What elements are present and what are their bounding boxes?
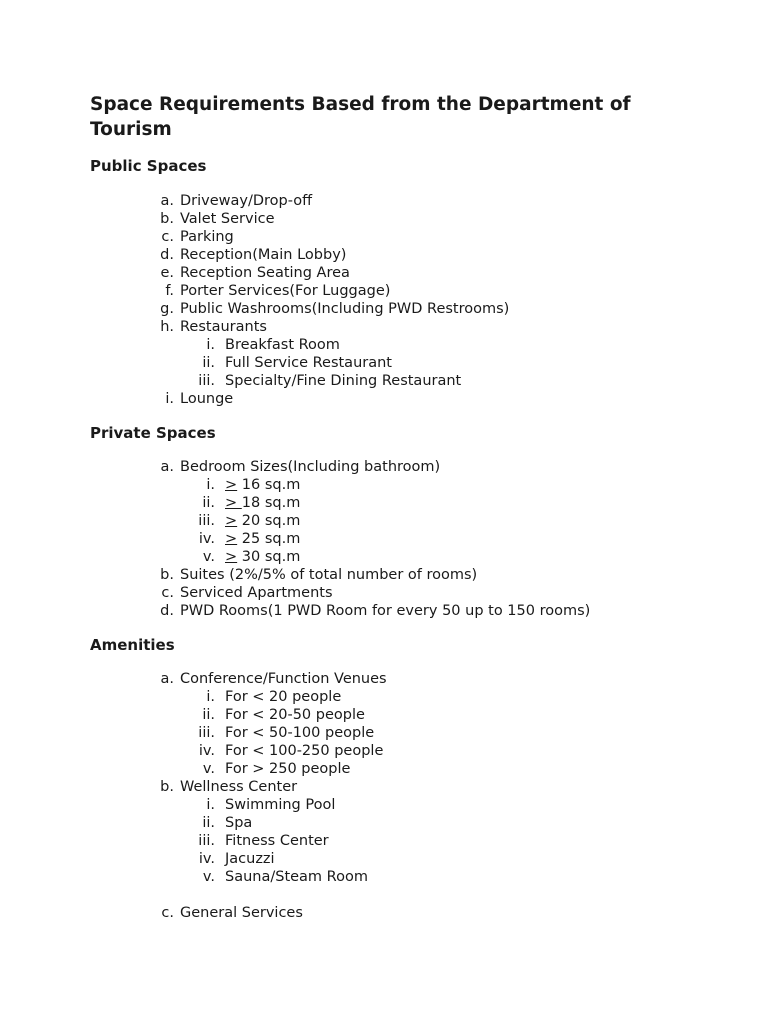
list-item-text: Parking [180, 229, 234, 245]
list-item-text: Wellness Center [180, 779, 298, 795]
greater-equal-symbol: > [225, 513, 238, 529]
list-item [191, 372, 462, 390]
list-item [152, 192, 313, 210]
list-marker: i. [206, 337, 215, 353]
list-item-text: > 16 sq.m [225, 477, 301, 493]
list-item-text: For < 100-250 people [225, 743, 384, 759]
list-marker: v. [202, 549, 215, 565]
list-item-text: Reception(Main Lobby) [180, 247, 347, 263]
list-item [191, 706, 365, 724]
list-item [152, 670, 387, 688]
list-item [191, 476, 301, 494]
list-marker: iv. [198, 531, 215, 547]
list-marker: iii. [198, 373, 215, 389]
list-item-text: Fitness Center [225, 833, 329, 849]
list-item [152, 228, 234, 246]
list-item [191, 724, 375, 742]
list-item [152, 282, 391, 300]
list-item-text: Restaurants [180, 319, 267, 335]
list-item-text: Breakfast Room [225, 337, 340, 353]
list-marker: a. [160, 671, 174, 687]
list-item [152, 566, 478, 584]
heading-public-spaces: Public Spaces [90, 157, 207, 175]
list-item [152, 246, 347, 264]
list-item [152, 390, 234, 408]
greater-equal-symbol: > [225, 495, 242, 511]
list-marker: iv. [198, 743, 215, 759]
list-marker: ii. [202, 355, 215, 371]
list-item-text: Suites (2%/5% of total number of rooms) [180, 567, 478, 583]
list-item [191, 832, 329, 850]
list-item [152, 602, 591, 620]
list-item [191, 760, 351, 778]
list-item-text: Porter Services(For Luggage) [180, 283, 391, 299]
list-item-text: Specialty/Fine Dining Restaurant [225, 373, 462, 389]
list-marker: v. [202, 761, 215, 777]
list-item [152, 584, 333, 602]
list-item-text: Conference/Function Venues [180, 671, 387, 687]
list-marker: d. [160, 603, 174, 619]
list-item [152, 210, 275, 228]
list-marker: i. [206, 689, 215, 705]
list-marker: c. [161, 905, 174, 921]
list-marker: b. [160, 211, 174, 227]
list-item-text: For > 250 people [225, 761, 351, 777]
list-item-text: Public Washrooms(Including PWD Restrooms) [180, 301, 510, 317]
list-item [152, 318, 267, 336]
list-item [191, 530, 301, 548]
list-item-text: Spa [225, 815, 253, 831]
document-title: Space Requirements Based from the Department of Tourism [90, 94, 631, 140]
list-item-text: Full Service Restaurant [225, 355, 392, 371]
list-item [191, 512, 301, 530]
list-marker: b. [160, 779, 174, 795]
list-marker: iv. [198, 851, 215, 867]
list-item-text: For < 20-50 people [225, 707, 365, 723]
list-item [191, 548, 301, 566]
list-marker: ii. [202, 815, 215, 831]
list-marker: i. [165, 391, 174, 407]
list-marker: e. [160, 265, 174, 281]
list-marker: iii. [198, 833, 215, 849]
list-marker: i. [206, 477, 215, 493]
list-item [152, 300, 510, 318]
list-item-text: > 18 sq.m [225, 495, 301, 511]
list-item-text: Bedroom Sizes(Including bathroom) [180, 459, 441, 475]
greater-equal-symbol: > [225, 549, 238, 565]
list-item-text: Sauna/Steam Room [225, 869, 368, 885]
greater-equal-symbol: > [225, 531, 238, 547]
list-marker: b. [160, 567, 174, 583]
list-marker: ii. [202, 707, 215, 723]
list-item-text: Driveway/Drop-off [180, 193, 313, 209]
list-marker: a. [160, 193, 174, 209]
list-item [191, 354, 392, 372]
list-marker: g. [160, 301, 174, 317]
list-marker: h. [160, 319, 174, 335]
list-item-text: Serviced Apartments [180, 585, 333, 601]
list-marker: i. [206, 797, 215, 813]
list-item-text: Jacuzzi [225, 851, 275, 867]
list-item-text: > 20 sq.m [225, 513, 301, 529]
list-item [191, 494, 301, 512]
list-item [191, 796, 336, 814]
list-item-text: Lounge [180, 391, 234, 407]
list-item [152, 458, 441, 476]
list-marker: c. [161, 585, 174, 601]
list-item [191, 868, 368, 886]
list-item [152, 778, 298, 796]
list-item [152, 264, 350, 282]
list-marker: iii. [198, 513, 215, 529]
heading-private-spaces: Private Spaces [90, 424, 216, 442]
list-marker: f. [165, 283, 174, 299]
list-item-text: > 25 sq.m [225, 531, 301, 547]
list-item-text: PWD Rooms(1 PWD Room for every 50 up to 150 rooms) [180, 603, 591, 619]
greater-equal-symbol: > [225, 477, 238, 493]
list-item [191, 336, 340, 354]
list-marker: iii. [198, 725, 215, 741]
list-marker: ii. [202, 495, 215, 511]
list-item-text: Reception Seating Area [180, 265, 350, 281]
list-item-text: General Services [180, 905, 303, 921]
list-item-text: Valet Service [180, 211, 275, 227]
list-item [152, 904, 303, 922]
list-item [191, 688, 342, 706]
list-item-text: For < 50-100 people [225, 725, 375, 741]
list-item-text: Swimming Pool [225, 797, 336, 813]
list-item-text: For < 20 people [225, 689, 342, 705]
list-item [191, 814, 253, 832]
list-marker: v. [202, 869, 215, 885]
list-item [191, 850, 275, 868]
list-item-text: > 30 sq.m [225, 549, 301, 565]
heading-amenities: Amenities [90, 636, 175, 654]
list-marker: d. [160, 247, 174, 263]
list-marker: a. [160, 459, 174, 475]
list-item [191, 742, 384, 760]
list-marker: c. [161, 229, 174, 245]
